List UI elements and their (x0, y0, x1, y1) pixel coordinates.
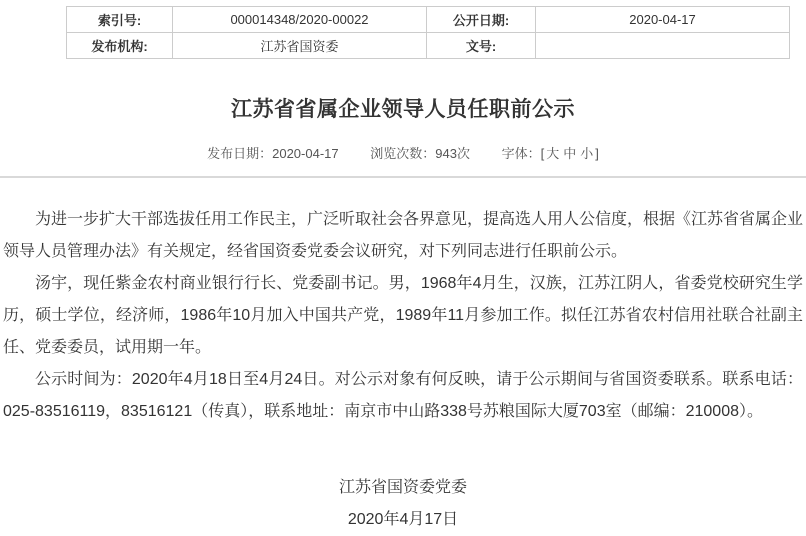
font-size-option-large[interactable]: 大 (546, 146, 560, 161)
issuing-agency-value: 江苏省国资委 (173, 33, 427, 59)
document-number-label: 文号: (427, 33, 536, 59)
signature-date: 2020年4月17日 (347, 511, 459, 528)
publish-date-label: 公开日期: (427, 7, 536, 33)
body-paragraph-intro: 为进一步扩大干部选拔任用工作民主，广泛听取社会各界意见，提高选人用人公信度，根据《江苏省省属企业领导人员管理办法》有关规定，经省国资委党委会议研究，对下列同志进行任职前公示。 (3, 211, 804, 260)
meta-view-count-label: 浏览次数： (370, 146, 436, 161)
font-bracket-close: ] (595, 146, 599, 161)
table-row (67, 7, 790, 33)
index-number-label: 索引号: (67, 7, 173, 33)
article-body (0, 204, 806, 428)
meta-publish-date-label: 发布日期： (207, 146, 273, 161)
horizontal-divider (0, 176, 806, 178)
signature-block (0, 472, 806, 536)
table-row (67, 33, 790, 59)
page-title: 江苏省省属企业领导人员任职前公示 (231, 98, 575, 121)
document-number-value (536, 33, 790, 59)
meta-view-count-value: 943次 (435, 146, 470, 161)
meta-font-label: 字体： (501, 146, 541, 161)
index-number-value: 000014348/2020-00022 (173, 7, 427, 33)
signature-organization: 江苏省国资委党委 (338, 479, 467, 496)
meta-publish-date-value: 2020-04-17 (272, 146, 339, 161)
document-info-table (66, 6, 790, 59)
document-page (0, 6, 806, 528)
publish-date-value: 2020-04-17 (536, 7, 790, 33)
meta-publish-date (207, 146, 339, 161)
meta-font-size-switcher (502, 146, 599, 161)
font-size-option-small[interactable]: 小 (580, 146, 594, 161)
font-bracket-open: [ (540, 146, 545, 161)
meta-view-count (370, 146, 470, 161)
body-paragraph-candidate: 汤宇，现任紫金农村商业银行行长、党委副书记。男，1968年4月生，汉族，江苏江阴人，省委党校研究生学历，硕士学位，经济师，1986年10月加入中国共产党，1989年11月参加工作。拟任江苏省农村信用社联合社副主任、党委委员，试用期一年。 (3, 275, 803, 356)
font-size-option-medium[interactable]: 中 (563, 146, 577, 161)
issuing-agency-label: 发布机构: (67, 33, 173, 59)
body-paragraph-contact: 公示时间为：2020年4月18日至4月24日。对公示对象有何反映，请于公示期间与省国资委联系。联系电话：025-83516119，83516121（传真），联系地址：南京市中山路338号苏粮国际大厦703室（邮编：210008）。 (3, 371, 803, 420)
article-meta (0, 143, 806, 162)
